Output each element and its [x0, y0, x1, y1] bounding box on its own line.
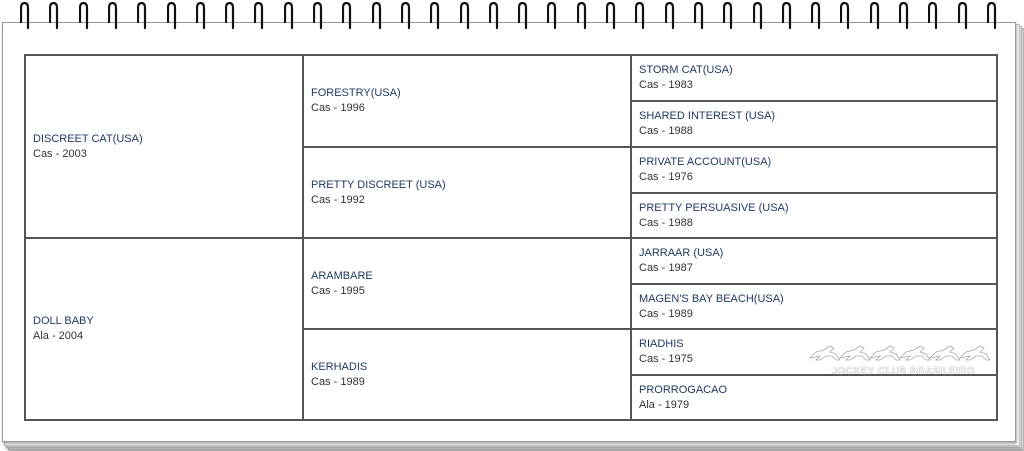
- spiral-ring-icon: [635, 2, 645, 30]
- spiral-ring-icon: [313, 2, 323, 30]
- pedigree-cell-sire: [26, 56, 302, 239]
- spiral-ring-icon: [577, 2, 587, 30]
- pedigree-cell-great-grandparent: [632, 56, 996, 102]
- great-grandparent-info: Cas - 1987: [639, 262, 693, 274]
- spiral-binding: [20, 0, 1010, 40]
- pedigree-cell-grandparent: [304, 239, 630, 330]
- spiral-ring-icon: [167, 2, 177, 30]
- pedigree-cell-great-grandparent: [632, 376, 996, 419]
- pedigree-cell-great-grandparent: [632, 148, 996, 194]
- grandparent-name-link[interactable]: PRETTY DISCREET (USA): [311, 178, 446, 191]
- spiral-ring-icon: [899, 2, 909, 30]
- spiral-ring-icon: [489, 2, 499, 30]
- great-grandparent-name-link[interactable]: RIADHIS: [639, 338, 684, 350]
- grandparent-info: Cas - 1995: [311, 284, 365, 297]
- sire-name-link[interactable]: DISCREET CAT(USA): [33, 132, 143, 145]
- spiral-ring-icon: [225, 2, 235, 30]
- grandparent-name-link[interactable]: KERHADIS: [311, 360, 368, 373]
- spiral-ring-icon: [49, 2, 59, 30]
- pedigree-cell-great-grandparent: [632, 102, 996, 148]
- pedigree-cell-great-grandparent: [632, 239, 996, 285]
- spiral-ring-icon: [460, 2, 470, 30]
- spiral-ring-icon: [958, 2, 968, 30]
- spiral-ring-icon: [665, 2, 675, 30]
- pedigree-cell-great-grandparent: [632, 330, 996, 376]
- great-grandparent-name-link[interactable]: MAGEN'S BAY BEACH(USA): [639, 292, 784, 305]
- great-grandparent-info: Cas - 1989: [639, 307, 693, 320]
- watermark-text: JOCKEY CLUB BRASILEIRO: [832, 366, 976, 377]
- pedigree-cell-great-grandparent: [632, 285, 996, 330]
- spiral-ring-icon: [723, 2, 733, 30]
- spiral-ring-icon: [196, 2, 206, 30]
- grandparent-name-link[interactable]: FORESTRY(USA): [311, 87, 401, 99]
- great-grandparent-info: Cas - 1988: [639, 125, 693, 137]
- pedigree-cell-dam: [26, 239, 302, 419]
- grandparent-info: Cas - 1989: [311, 375, 365, 388]
- great-grandparent-name-link[interactable]: PRIVATE ACCOUNT(USA): [639, 156, 772, 168]
- spiral-ring-icon: [20, 2, 30, 30]
- pedigree-cell-grandparent: [304, 148, 630, 239]
- pedigree-table: [24, 54, 998, 421]
- grandparent-info: Cas - 1992: [311, 193, 365, 206]
- spiral-ring-icon: [753, 2, 763, 30]
- spiral-ring-icon: [547, 2, 557, 30]
- spiral-ring-icon: [928, 2, 938, 30]
- great-grandparent-info: Ala - 1979: [639, 398, 690, 411]
- pedigree-cell-great-grandparent: [632, 194, 996, 239]
- spiral-ring-icon: [372, 2, 382, 30]
- spiral-ring-icon: [342, 2, 352, 30]
- pedigree-cell-grandparent: [304, 330, 630, 419]
- great-grandparent-name-link[interactable]: SHARED INTEREST (USA): [639, 110, 776, 122]
- pedigree-cell-grandparent: [304, 56, 630, 148]
- spiral-ring-icon: [782, 2, 792, 30]
- spiral-ring-icon: [79, 2, 89, 30]
- grandparent-name-link[interactable]: ARAMBARE: [311, 269, 373, 282]
- spiral-ring-icon: [987, 2, 997, 30]
- great-grandparent-info: Cas - 1975: [639, 353, 693, 365]
- great-grandparent-name-link[interactable]: PRORROGACAO: [639, 383, 728, 396]
- dam-name-link[interactable]: DOLL BABY: [33, 315, 94, 327]
- spiral-ring-icon: [401, 2, 411, 30]
- grandparent-info: Cas - 1996: [311, 102, 365, 114]
- great-grandparent-name-link[interactable]: PRETTY PERSUASIVE (USA): [639, 201, 789, 214]
- spiral-ring-icon: [694, 2, 704, 30]
- spiral-ring-icon: [137, 2, 147, 30]
- spiral-ring-icon: [254, 2, 264, 30]
- great-grandparent-name-link[interactable]: STORM CAT(USA): [639, 64, 733, 76]
- grandparents-column: [304, 56, 632, 419]
- great-grandparent-name-link[interactable]: JARRAAR (USA): [639, 247, 724, 259]
- great-grandparent-info: Cas - 1976: [639, 171, 693, 183]
- great-grandparent-info: Cas - 1988: [639, 216, 693, 229]
- parents-column: [26, 56, 304, 419]
- spiral-ring-icon: [811, 2, 821, 30]
- great-grandparents-column: [632, 56, 996, 419]
- spiral-ring-icon: [108, 2, 118, 30]
- spiral-ring-icon: [870, 2, 880, 30]
- spiral-ring-icon: [840, 2, 850, 30]
- dam-info: Ala - 2004: [33, 330, 84, 342]
- sire-info: Cas - 2003: [33, 147, 87, 160]
- spiral-ring-icon: [430, 2, 440, 30]
- great-grandparent-info: Cas - 1983: [639, 79, 693, 91]
- spiral-ring-icon: [518, 2, 528, 30]
- spiral-ring-icon: [284, 2, 294, 30]
- spiral-ring-icon: [606, 2, 616, 30]
